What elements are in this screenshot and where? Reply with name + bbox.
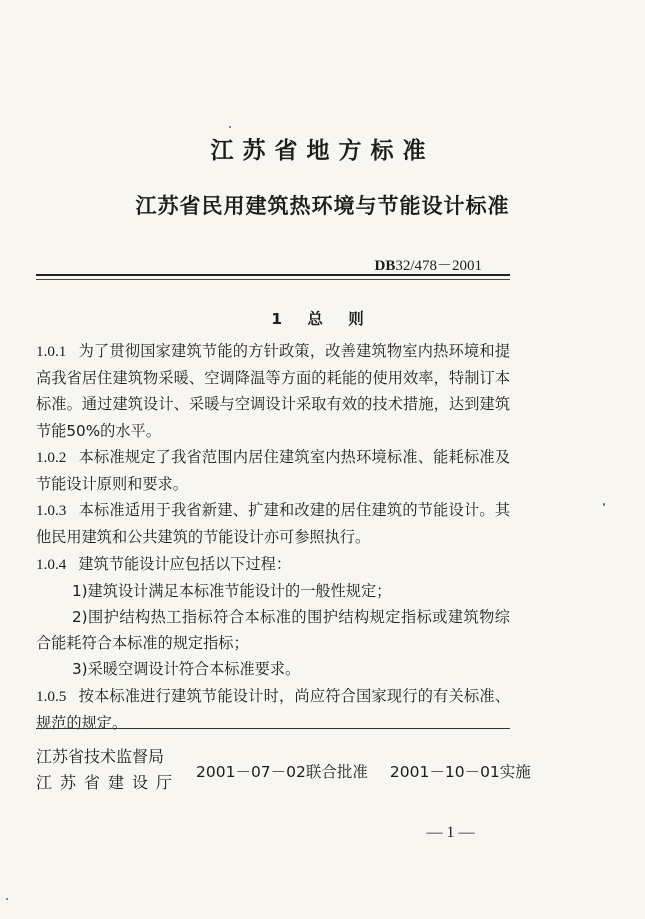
clause-1-0-2 — [36, 444, 510, 497]
footer-divider — [36, 728, 510, 729]
clause-1-0-1 — [36, 338, 510, 444]
approval-date: 2001－07－02联合批准 — [196, 763, 368, 781]
scan-speck — [229, 126, 231, 128]
standard-code — [374, 254, 482, 275]
clause-1-0-3 — [36, 497, 510, 550]
clause-number: 1.0.2 — [36, 448, 67, 466]
standard-title: 江苏省民用建筑热环境与节能设计标准 — [135, 194, 510, 218]
standard-code-number: 32/478－2001 — [395, 258, 482, 274]
clause-text: 建筑节能设计应包括以下过程： — [78, 554, 291, 573]
issuer-department: 江苏省建设厅 — [36, 773, 181, 792]
clause-text: 本标准适用于我省新建、扩建和改建的居住建筑的节能设计。其他民用建筑和公共建筑的节能设计亦可参照执行。 — [36, 501, 510, 547]
standard-code-prefix: DB — [374, 258, 396, 274]
clause-1-0-4 — [36, 551, 510, 578]
list-item: 1)建筑设计满足本标准节能设计的一般性规定； — [72, 581, 392, 600]
page-number: — 1 — — [426, 824, 475, 841]
section-heading: 1 总 则 — [271, 310, 374, 328]
approval-dates — [196, 760, 531, 782]
clause-text: 按本标准进行建筑节能设计时，尚应符合国家现行的有关标准、规范的规定。 — [36, 686, 510, 732]
clause-number: 1.0.4 — [36, 555, 67, 573]
clause-text: 为了贯彻国家建筑节能的方针政策，改善建筑物室内热环境和提高我省居住建筑物采暖、空调降温等方面的耗能的使用效率，特制订本标准。通过建筑设计、采暖与空调设计采取有效的技术措施，达到建筑节能50%的水平。 — [36, 342, 510, 440]
scan-speck — [603, 503, 605, 506]
clause-text: 本标准规定了我省范围内居住建筑室内热环境标准、能耗标准及节能设计原则和要求。 — [36, 447, 510, 494]
clause-number: 1.0.5 — [36, 687, 67, 705]
issuer-bureau: 江苏省技术监督局 — [36, 747, 165, 766]
issuing-authorities — [36, 744, 180, 796]
clause-number: 1.0.3 — [36, 502, 67, 520]
list-item: 3)采暖空调设计符合本标准要求。 — [72, 660, 301, 679]
standard-category-title: 江苏省地方标准 — [210, 138, 435, 164]
effective-date: 2001－10－01实施 — [389, 763, 531, 781]
header-divider — [36, 274, 510, 280]
list-item: 2)围护结构热工指标符合本标准的围护结构规定指标或建筑物综合能耗符合本标准的规定指标； — [36, 608, 510, 653]
section-body — [36, 338, 510, 736]
scan-speck — [6, 898, 8, 900]
clause-number: 1.0.1 — [36, 343, 67, 360]
